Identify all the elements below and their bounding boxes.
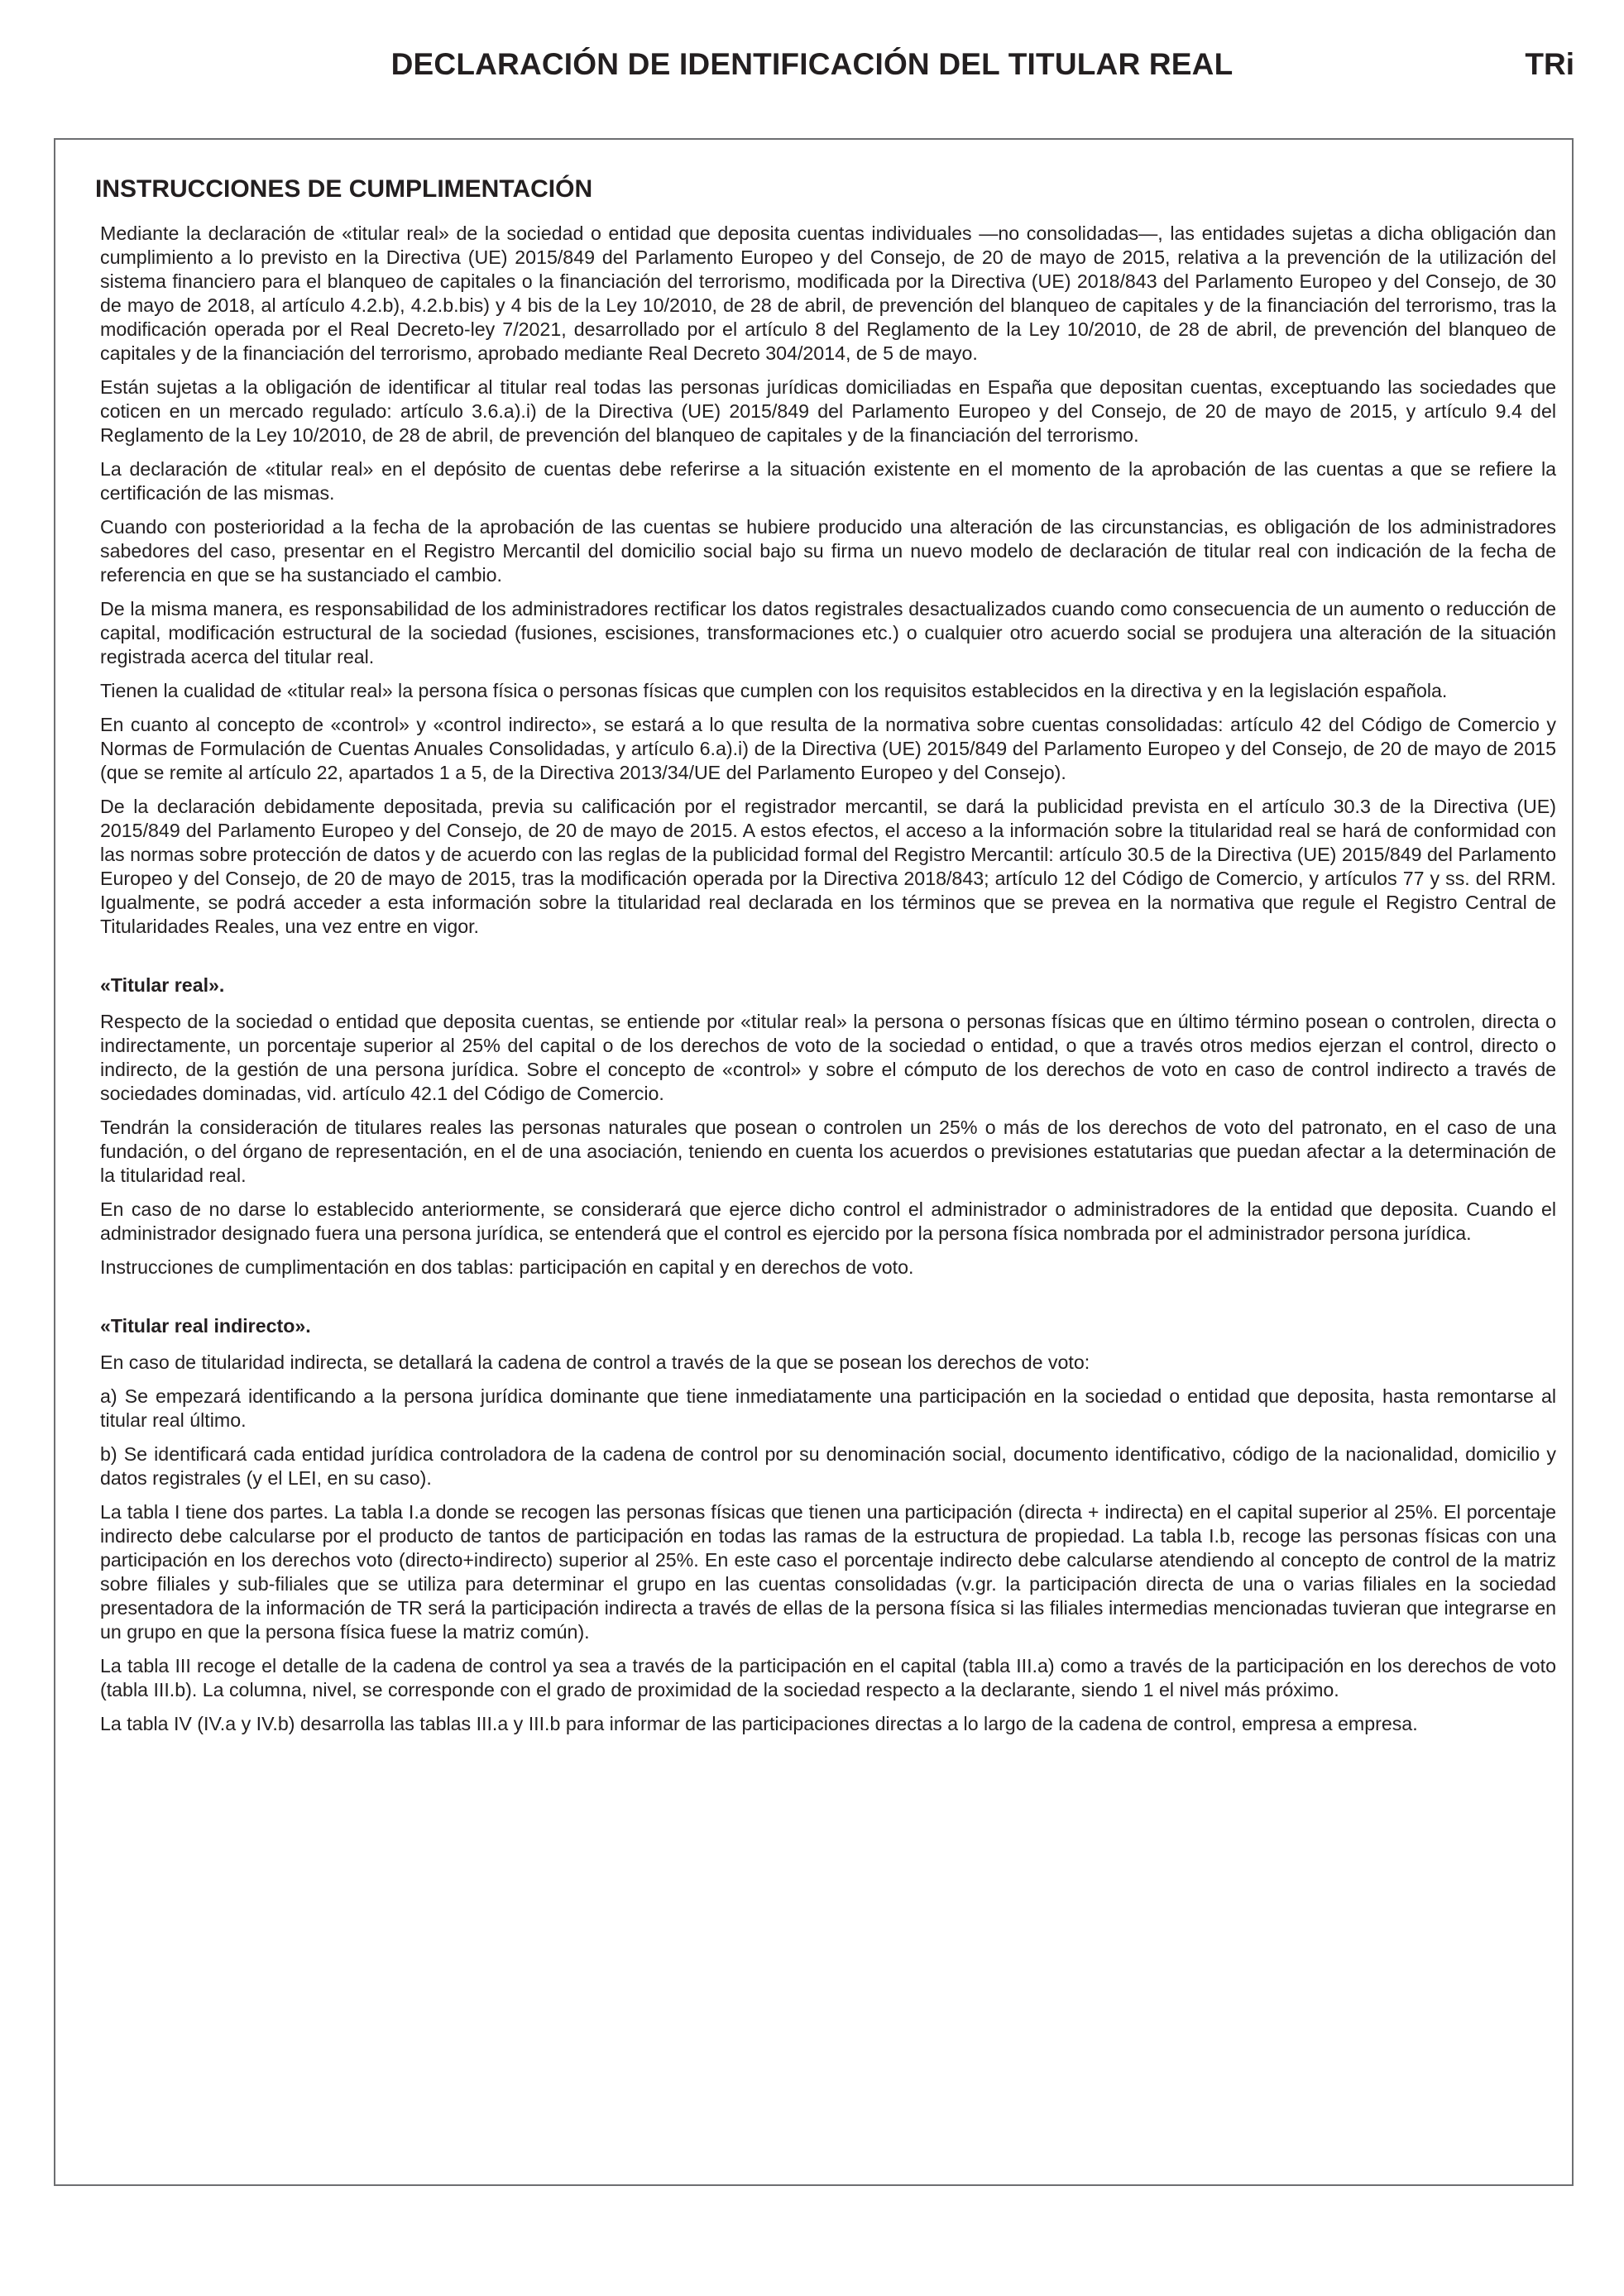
titular-real-indirecto-paragraph: La tabla IV (IV.a y IV.b) desarrolla las tablas III.a y III.b para informar de las participaciones directas a lo largo de la cadena de control, empresa a empresa. xyxy=(100,1713,1418,1734)
titular-real-paragraph: En caso de no darse lo establecido anteriormente, se considerará que ejerce dicho control el administrador o administradores de la entidad que deposita. Cuando el administrador designado fuera una persona jurídica, se entenderá que el control es ejercido por la persona física nombrada por el administrador persona jurídica. xyxy=(100,1198,1556,1244)
instructions-frame xyxy=(54,138,1574,2186)
instructions-paragraph: Mediante la declaración de «titular real» de la sociedad o entidad que deposita cuentas individuales —no consolidadas—, las entidades sujetas a dicha obligación dan cumplimiento a lo previsto en la Directiva (UE) 2015/849 del Parlamento Europeo y del Consejo, de 20 de mayo de 2015, relativa a la prevención de la utilización del sistema financiero para el blanqueo de capitales o la financiación del terrorismo, modificada por la Directiva (UE) 2018/843 del Parlamento Europeo y del Consejo, de 30 de mayo de 2018, al artículo 4.2.b), 4.2.b.bis) y 4 bis de la Ley 10/2010, de 28 de abril, de prevención del blanqueo de capitales y de la financiación del terrorismo, tras la modificación operada por el Real Decreto-ley 7/2021, desarrollado por el artículo 8 del Reglamento de la Ley 10/2010, de 28 de abril, de prevención del blanqueo de capitales y de la financiación del terrorismo, aprobado mediante Real Decreto 304/2014, de 5 de mayo. xyxy=(100,222,1556,364)
titular-real-paragraph: Respecto de la sociedad o entidad que deposita cuentas, se entiende por «titular real» la persona o personas físicas que en último término posean o controlen, directa o indirectamente, un porcentaje superior al 25% del capital o de los derechos de voto de la sociedad o entidad, o que a través otros medios ejerzan el control, directo o indirecto, de la gestión de una persona jurídica. Sobre el concepto de «control» y sobre el cómputo de los derechos de voto en caso de control indirecto a través de sociedades dominadas, vid. artículo 42.1 del Código de Comercio. xyxy=(100,1011,1556,1104)
titular-real-indirecto-heading: «Titular real indirecto». xyxy=(100,1315,311,1337)
titular-real-indirecto-paragraph: a) Se empezará identificando a la persona jurídica dominante que tiene inmediatamente una participación en la sociedad o entidad que deposita, hasta remontarse al titular real último. xyxy=(100,1385,1556,1431)
instructions-paragraph: De la declaración debidamente depositada, previa su calificación por el registrador mercantil, se dará la publicidad prevista en el artículo 30.3 de la Directiva (UE) 2015/849 del Parlamento Europeo y del Consejo, de 20 de mayo de 2015. A estos efectos, el acceso a la información sobre la titularidad real se hará de conformidad con las normas sobre protección de datos y de acuerdo con las reglas de la publicidad formal del Registro Mercantil: artículo 30.5 de la Directiva (UE) 2015/849 del Parlamento Europeo y del Consejo, de 20 de mayo de 2015, tras la modificación operada por la Directiva 2018/843; artículo 12 del Código de Comercio, y artículos 77 y ss. del RRM. Igualmente, se podrá acceder a esta información sobre la titularidad real declarada en los términos que se prevea en la normativa que regule el Registro Central de Titularidades Reales, una vez entre en vigor. xyxy=(100,796,1556,937)
titular-real-indirecto-paragraph: b) Se identificará cada entidad jurídica controladora de la cadena de control por su denominación social, documento identificativo, código de la nacionalidad, domicilio y datos registrales (y el LEI, en su caso). xyxy=(100,1443,1556,1489)
instructions-paragraph: En cuanto al concepto de «control» y «control indirecto», se estará a lo que resulta de la normativa sobre cuentas consolidadas: artículo 42 del Código de Comercio y Normas de Formulación de Cuentas Anuales Consolidadas, y artículo 6.a).i) de la Directiva (UE) 2015/849 del Parlamento Europeo y del Consejo, de 20 de mayo de 2015 (que se remite al artículo 22, apartados 1 a 5, de la Directiva 2013/34/UE del Parlamento Europeo y del Consejo). xyxy=(100,714,1556,783)
page-header xyxy=(0,43,1624,93)
titular-real-paragraph: Tendrán la consideración de titulares reales las personas naturales que posean o controlen un 25% o más de los derechos de voto del patronato, en el caso de una fundación, o del órgano de representación, en el de una asociación, teniendo en cuenta los acuerdos o previsiones estatutarias que puedan afectar a la determinación de la titularidad real. xyxy=(100,1117,1556,1186)
instructions-heading: INSTRUCCIONES DE CUMPLIMENTACIÓN xyxy=(95,175,593,203)
titular-real-indirecto-paragraph: En caso de titularidad indirecta, se detallará la cadena de control a través de la que se posean los derechos de voto: xyxy=(100,1351,1090,1373)
instructions-paragraph: De la misma manera, es responsabilidad de los administradores rectificar los datos registrales desactualizados cuando como consecuencia de un aumento o reducción de capital, modificación estructural de la sociedad (fusiones, escisiones, transformaciones etc.) o cualquier otro acuerdo social se produjera una alteración de la situación registrada acerca del titular real. xyxy=(100,598,1556,667)
titular-real-heading: «Titular real». xyxy=(100,974,225,996)
instructions-paragraph: Cuando con posterioridad a la fecha de la aprobación de las cuentas se hubiere producido una alteración de las circunstancias, es obligación de los administradores sabedores del caso, presentar en el Registro Mercantil del domicilio social bajo su firma un nuevo modelo de declaración de titular real con indicación de la fecha de referencia en que se ha sustanciado el cambio. xyxy=(100,516,1556,586)
form-code: TRi xyxy=(1525,47,1574,81)
document-title: DECLARACIÓN DE IDENTIFICACIÓN DEL TITULAR REAL xyxy=(390,47,1234,81)
titular-real-indirecto-paragraph: La tabla III recoge el detalle de la cadena de control ya sea a través de la participación en el capital (tabla III.a) como a través de la participación en los derechos de voto (tabla III.b). La columna, nivel, se corresponde con el grado de proximidad de la sociedad respecto a la declarante, siendo 1 el nivel más próximo. xyxy=(100,1655,1556,1700)
titular-real-indirecto-paragraph: La tabla I tiene dos partes. La tabla I.a donde se recogen las personas físicas que tienen una participación (directa + indirecta) en el capital superior al 25%. El porcentaje indirecto debe calcularse por el producto de tantos de participación en todas las ramas de la estructura de propiedad. La tabla I.b, recoge las personas físicas con una participación en los derechos voto (directo+indirecto) superior al 25%. En este caso el porcentaje indirecto debe calcularse atendiendo al concepto de control de la matriz sobre filiales y sub-filiales que se utiliza para determinar el grupo en las cuentas consolidadas (v.gr. la participación directa de una o varias filiales en la sociedad presentadora de la información de TR será la participación indirecta a través de ellas de la persona física si las filiales intermedias mencionadas tuvieran que integrarse en un grupo en que la persona física fuese la matriz común). xyxy=(100,1501,1556,1643)
instructions-paragraph: Están sujetas a la obligación de identificar al titular real todas las personas jurídicas domiciliadas en España que depositan cuentas, exceptuando las sociedades que coticen en un mercado regulado: artículo 3.6.a).i) de la Directiva (UE) 2015/849 del Parlamento Europeo y del Consejo, de 20 de mayo de 2015, y artículo 9.4 del Reglamento de la Ley 10/2010, de 28 de abril, de prevención del blanqueo de capitales y de la financiación del terrorismo. xyxy=(100,376,1556,446)
instructions-content xyxy=(95,173,1556,1746)
titular-real-paragraph: Instrucciones de cumplimentación en dos tablas: participación en capital y en derechos de voto. xyxy=(100,1256,914,1278)
instructions-paragraph: La declaración de «titular real» en el depósito de cuentas debe referirse a la situación existente en el momento de la aprobación de las cuentas a que se refiere la certificación de las mismas. xyxy=(100,458,1556,504)
instructions-paragraph: Tienen la cualidad de «titular real» la persona física o personas físicas que cumplen con los requisitos establecidos en la directiva y en la legislación española. xyxy=(100,680,1448,701)
